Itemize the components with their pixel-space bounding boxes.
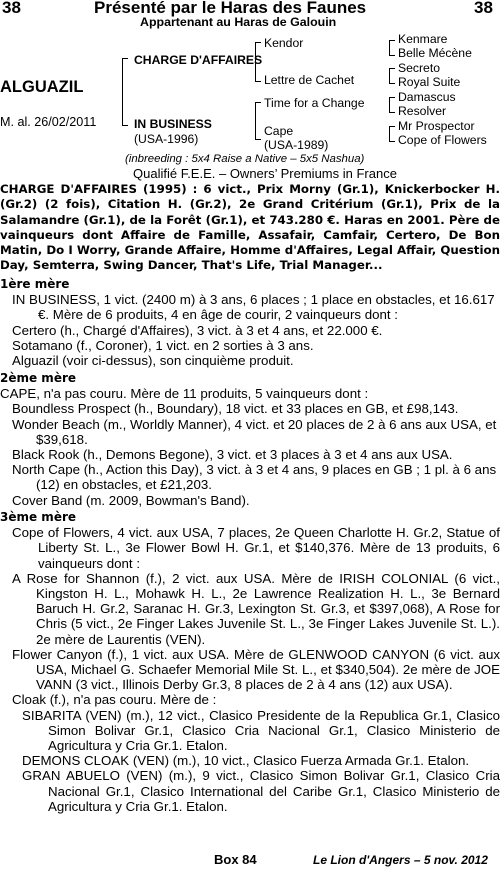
horse-description: M. al. 26/02/2011 xyxy=(0,115,97,129)
first-dam-record: IN BUSINESS, 1 vict. (2400 m) à 3 ans, 6 places ; 1 place en obstacles, et 16.617 €. Mère de 6 produits, 4 en âge de courir, 2 vainqueurs dont : xyxy=(12,292,495,323)
produce-entry: Boundless Prospect (h., Boundary), 18 vict. et 33 places en GB, et £98,143. xyxy=(12,401,459,417)
lot-number-left: 38 xyxy=(2,0,21,17)
g4-ancestor: Belle Mécène xyxy=(398,46,472,60)
first-dam-section xyxy=(0,277,500,368)
produce-entry: Cloak (f.), n'a pas couru. Mère de : xyxy=(12,692,217,708)
footer-event: Le Lion d'Angers – 5 nov. 2012 xyxy=(313,853,488,867)
produce-entry: A Rose for Shannon (f.), 2 vict. aux USA. Mère de IRISH COLONIAL (6 vict., Kingston H. L., Mohawk H. L., 2e Lawrence Realization H. L., 3e Bernard Baruch H. Gr.2, Saranac H. Gr.3, Lexington St. Gr.3, et $397,068), A Rose for Chris (5 vict., 2e Finger Lakes Juvenile St. L., 3e Finger Lakes Juvenile St. L.). 2e mère de Laurentis (VEN). xyxy=(12,570,500,647)
horse-name: ALGUAZIL xyxy=(0,78,84,96)
sire-sire: Kendor xyxy=(264,36,304,50)
sire-bracket xyxy=(122,58,128,126)
g4-ancestor: Secreto xyxy=(398,61,441,75)
g4-bracket-2 xyxy=(389,68,395,84)
dam-name: IN BUSINESS xyxy=(134,117,212,131)
produce-entry: Alguazil (voir ci-dessus), son cinquième produit. xyxy=(12,353,294,369)
produce-entry: Black Rook (h., Demons Begone), 3 vict. et 3 places à 3 et 4 ans aux USA. xyxy=(12,447,453,463)
g4-ancestor: Damascus xyxy=(398,90,456,104)
sire-record: CHARGE D'AFFAIRES (1995) : 6 vict., Prix Morny (Gr.1), Knickerbocker H. (Gr.2) (2 fois), Citation H. (Gr.2), 2e Grand Critérium (Gr.1), Prix de la Salamandre (Gr.1), de la Forêt (Gr.1), et 743.280 €. Haras en 2001. Père de vainqueurs dont Affaire de Famille, Assafair, Camfair, Certero, De Bon Matin, Do I Worry, Grande Affaire, Homme d'Affaires, Legal Affair, Question Day, Semterra, Swing Dancer, That's Life, Trial Manager... xyxy=(0,182,500,273)
g4-bracket-4 xyxy=(389,126,395,142)
produce-entry: SIBARITA (VEN) (m.), 12 vict., Clasico Presidente de la Republica Gr.1, Clasico Simon Bolivar Gr.1, Clasico Cria Nacional Gr.1, Clasico Ministerio de Agricultura y Cria Gr.1. Etalon. xyxy=(22,707,500,754)
g4-ancestor: Royal Suite xyxy=(398,75,461,89)
inbreeding-note: (inbreeding : 5x4 Raise a Native – 5x5 Nashua) xyxy=(125,153,365,165)
second-dam-title: 2ème mère xyxy=(0,371,77,385)
produce-entry: North Cape (h., Action this Day), 3 vict. à 3 et 4 ans, 9 places en GB ; 1 pl. à 6 ans (12) en obstacles, et £21,203. xyxy=(12,462,497,493)
footer-box: Box 84 xyxy=(214,852,257,867)
produce-entry: Certero (h., Chargé d'Affaires), 3 vict. à 3 et 4 ans, et 22.000 €. xyxy=(12,322,383,338)
g4-ancestor: Kenmare xyxy=(398,32,448,46)
g4-bracket-3 xyxy=(389,97,395,113)
sire-name: CHARGE D'AFFAIRES xyxy=(134,53,263,67)
g4-ancestor: Mr Prospector xyxy=(398,119,475,133)
second-dam-section xyxy=(0,371,500,508)
lot-number-right: 38 xyxy=(474,0,493,17)
qualification-note: Qualifié F.E.E. – Owners’ Premiums in France xyxy=(133,166,397,181)
g4-bracket-1 xyxy=(389,40,395,56)
produce-entry: Flower Canyon (f.), 1 vict. aux USA. Mère de GLENWOOD CANYON (6 vict. aux USA, Michael G. Schaefer Memorial Mile St. L., et $340,504). 2e mère de JOE VANN (3 vict., Illinois Derby Gr.3, 8 places de 2 à 4 ans (12) aux USA). xyxy=(12,646,500,693)
sire-dam: Lettre de Cachet xyxy=(264,73,355,87)
produce-entry: Sotamano (f., Coroner), 1 vict. en 2 sorties à 3 ans. xyxy=(12,337,314,353)
dam-sire: Time for a Change xyxy=(264,96,365,110)
g4-ancestor: Resolver xyxy=(398,104,447,118)
first-dam-title: 1ère mère xyxy=(0,277,70,291)
dam-dam-origin: (USA-1989) xyxy=(264,138,329,152)
produce-entry: Wonder Beach (m., Worldly Manner), 4 vict. et 20 places de 2 à 6 ans aux USA, et $39,618. xyxy=(12,416,497,447)
third-dam-record: Cope of Flowers, 4 vict. aux USA, 7 places, 2e Queen Charlotte H. Gr.2, Statue of Liberty St. L., 3e Flower Bowl H. Gr.1, et $140,376. Mère de 13 produits, 6 vainqueurs dont : xyxy=(12,525,500,571)
page-title: Présenté par le Haras des Faunes xyxy=(94,0,367,17)
dam-year: (USA-1996) xyxy=(134,132,199,146)
sire-sire-bracket xyxy=(255,42,261,82)
third-dam-section xyxy=(0,510,500,814)
g4-ancestor: Cope of Flowers xyxy=(398,133,487,147)
produce-entry: DEMONS CLOAK (VEN) (m.), 10 vict., Clasico Fuerza Armada Gr.1. Etalon. xyxy=(22,753,470,769)
page-subtitle: Appartenant au Haras de Galouin xyxy=(140,15,337,29)
dam-dam: Cape xyxy=(264,124,294,138)
dam-line-bracket xyxy=(255,102,261,140)
second-dam-record: CAPE, n'a pas couru. Mère de 11 produits, 5 vainqueurs dont : xyxy=(0,386,369,402)
produce-entry: GRAN ABUELO (VEN) (m.), 9 vict., Clasico Simon Bolivar Gr.1, Clasico Cria Nacional Gr.1, Clasico International del Caribe Gr.1, Clasico Ministerio de Agricultura y Cria Gr.1. Etalon. xyxy=(22,768,500,814)
produce-entry: Cover Band (m. 2009, Bowman's Band). xyxy=(12,492,250,508)
sire-paragraph xyxy=(0,182,500,274)
third-dam-title: 3ème mère xyxy=(0,510,77,524)
